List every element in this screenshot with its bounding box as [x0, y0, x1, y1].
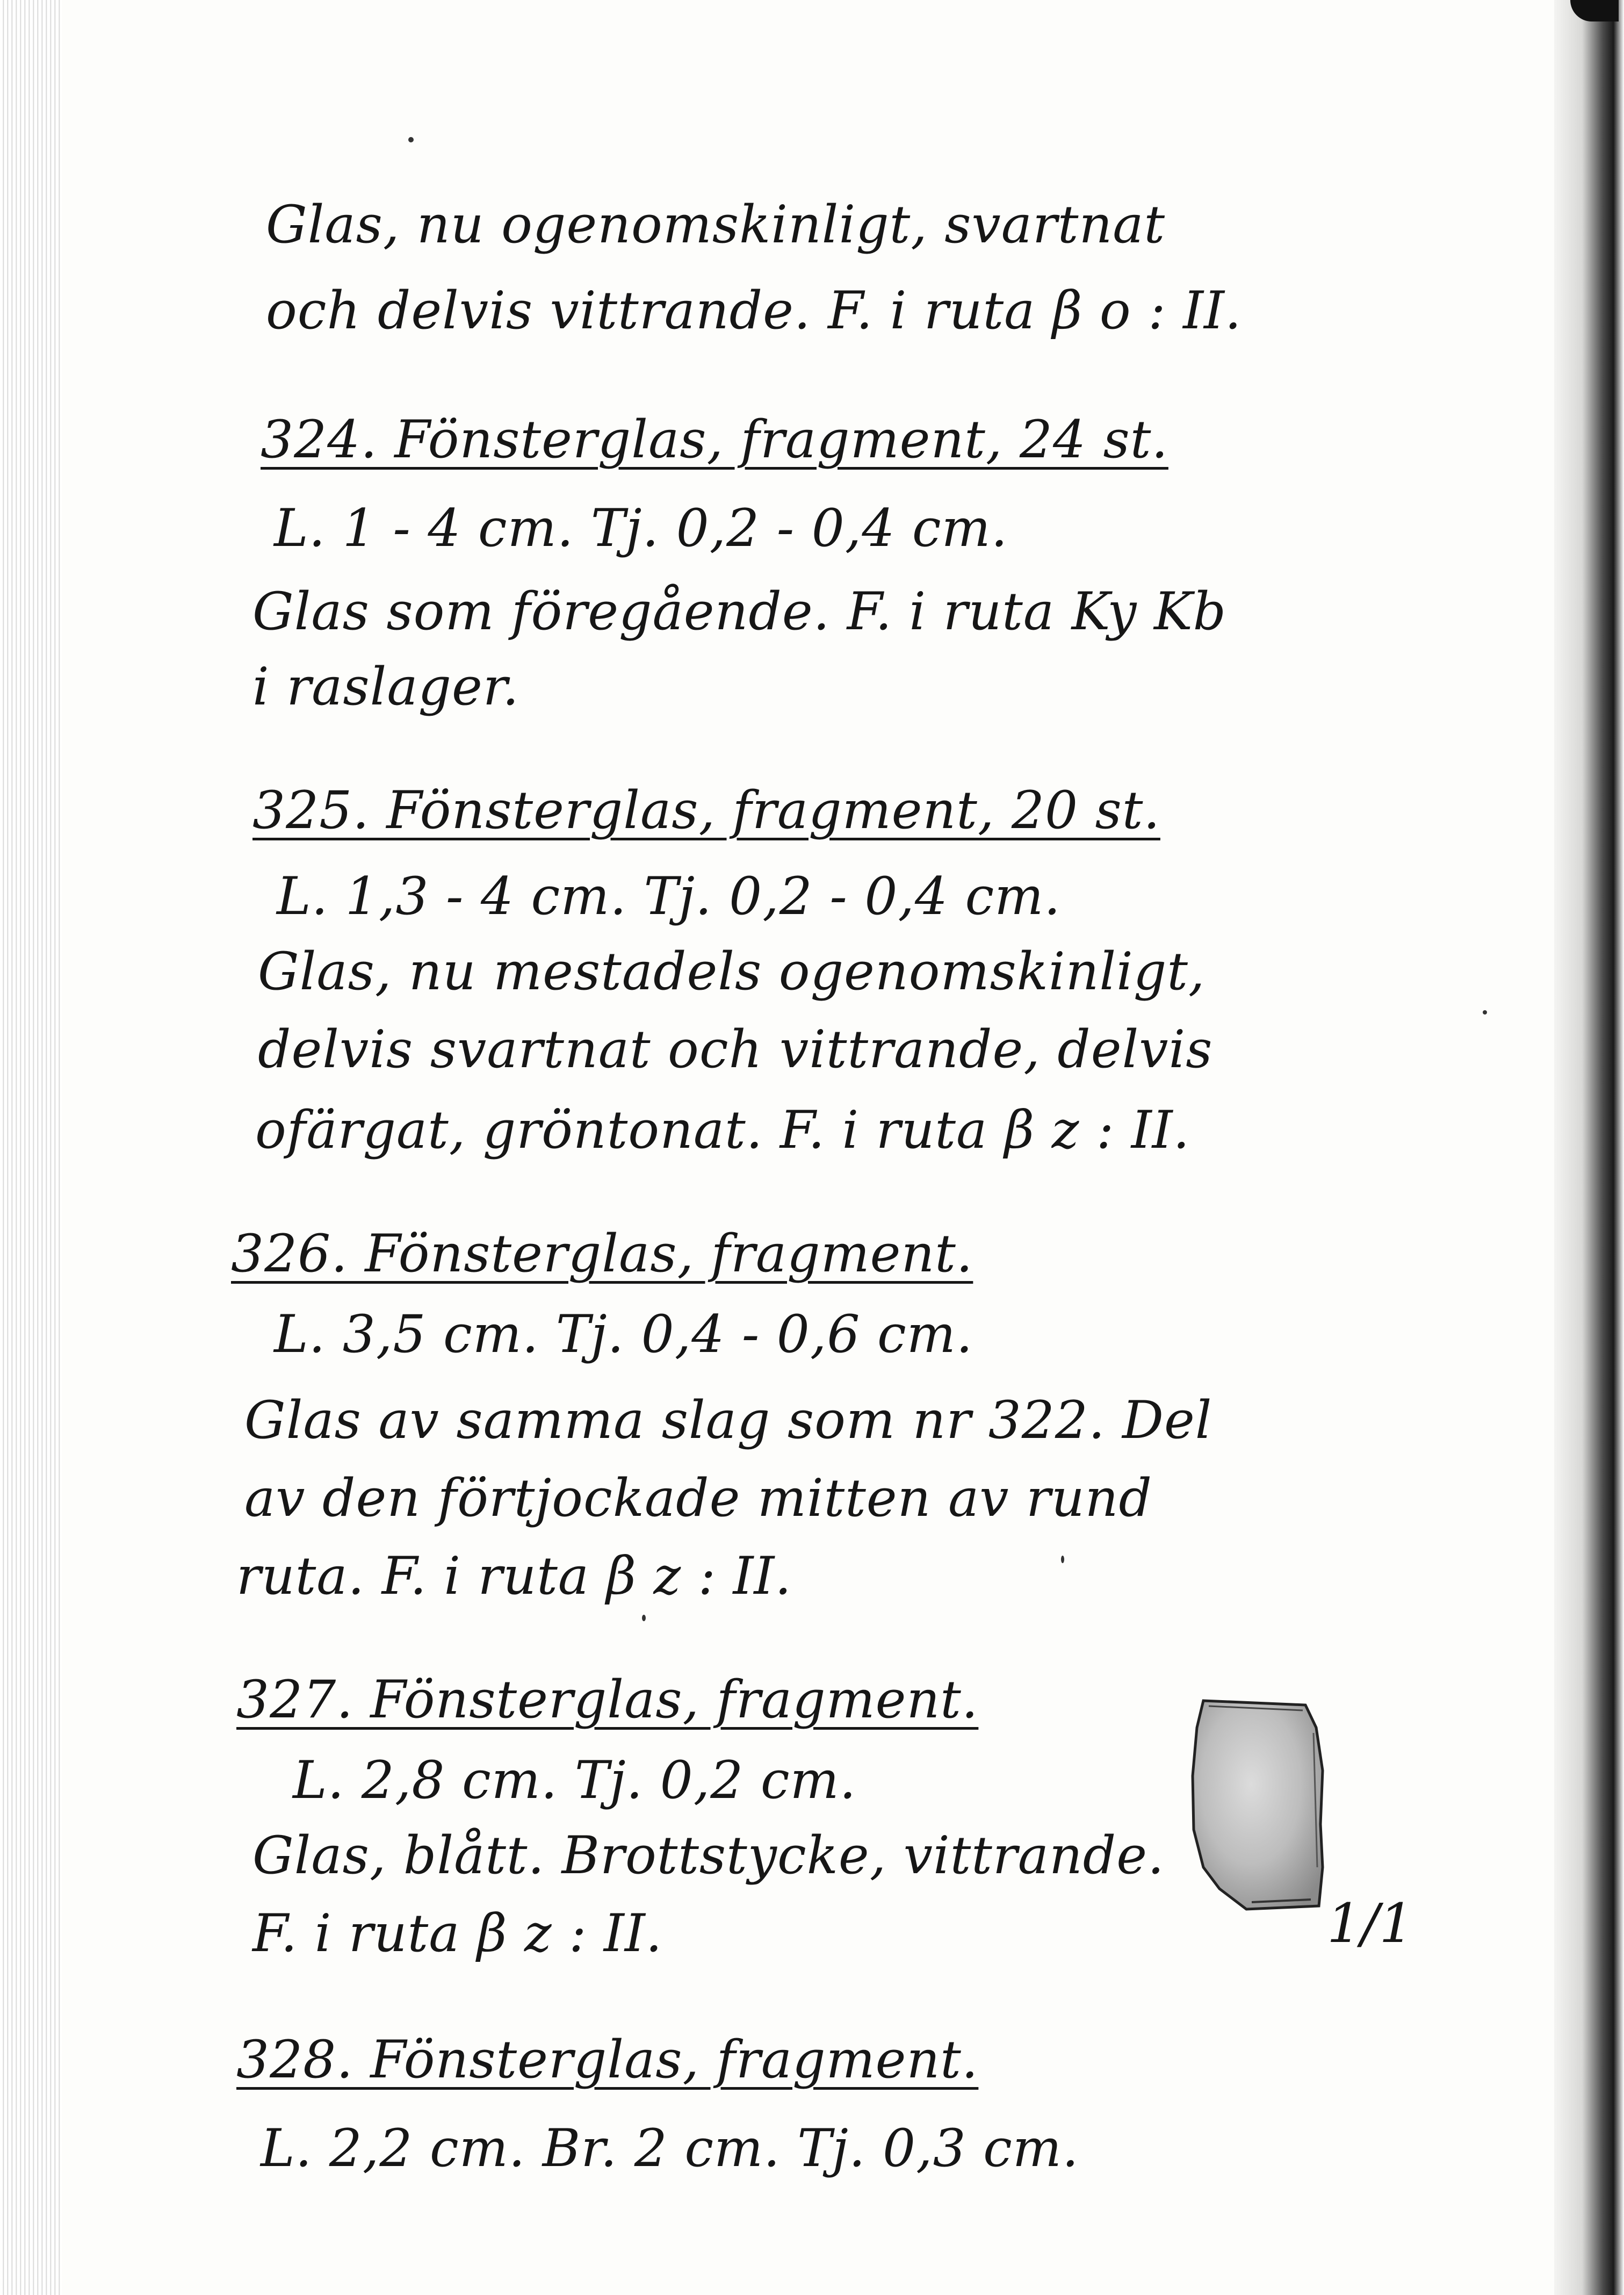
- scale-note: 1/1: [1327, 1892, 1413, 1955]
- text-line: av den förtjockade mitten av rund: [244, 1468, 1152, 1528]
- text-line: L. 2,2 cm. Br. 2 cm. Tj. 0,3 cm.: [261, 2118, 1079, 2178]
- entry-heading: 325. Fönsterglas, fragment, 20 st.: [252, 780, 1160, 840]
- entry-heading: 328. Fönsterglas, fragment.: [236, 2030, 979, 2090]
- ink-speck: [408, 137, 414, 142]
- text-line: Glas, nu ogenomskinligt, svartnat: [266, 195, 1166, 255]
- binding-gutter: [1554, 0, 1624, 2295]
- text-line: delvis svartnat och vittrande, delvis: [258, 1019, 1213, 1080]
- text-line: L. 1,3 - 4 cm. Tj. 0,2 - 0,4 cm.: [277, 866, 1061, 926]
- text-line: Glas, nu mestadels ogenomskinligt,: [258, 941, 1206, 1002]
- text-line: Glas av samma slag som nr 322. Del: [244, 1390, 1212, 1450]
- text-line: L. 2,8 cm. Tj. 0,2 cm.: [293, 1750, 857, 1810]
- text-line: Glas, blått. Brottstycke, vittrande.: [252, 1825, 1165, 1886]
- text-line: L. 1 - 4 cm. Tj. 0,2 - 0,4 cm.: [274, 498, 1008, 558]
- text-line: Glas som föregående. F. i ruta Ky Kb: [252, 581, 1227, 642]
- text-line: och delvis vittrande. F. i ruta β o : II.: [266, 280, 1242, 341]
- text-line: L. 3,5 cm. Tj. 0,4 - 0,6 cm.: [274, 1304, 973, 1364]
- text-line: i raslager.: [252, 657, 519, 717]
- ink-speck: [1483, 1010, 1487, 1015]
- text-line: ruta. F. i ruta β z : II.: [236, 1546, 792, 1606]
- page-stack-edge: [0, 0, 62, 2295]
- ink-speck: [1061, 1556, 1064, 1563]
- entry-heading: 327. Fönsterglas, fragment.: [236, 1670, 979, 1730]
- ink-speck: [642, 1615, 646, 1621]
- entry-heading: 324. Fönsterglas, fragment, 24 st.: [261, 409, 1168, 470]
- text-line: ofärgat, gröntonat. F. i ruta β z : II.: [255, 1100, 1190, 1160]
- text-line: F. i ruta β z : II.: [252, 1903, 663, 1963]
- entry-heading: 326. Fönsterglas, fragment.: [231, 1224, 973, 1284]
- glass-fragment-drawing: [1182, 1695, 1343, 1921]
